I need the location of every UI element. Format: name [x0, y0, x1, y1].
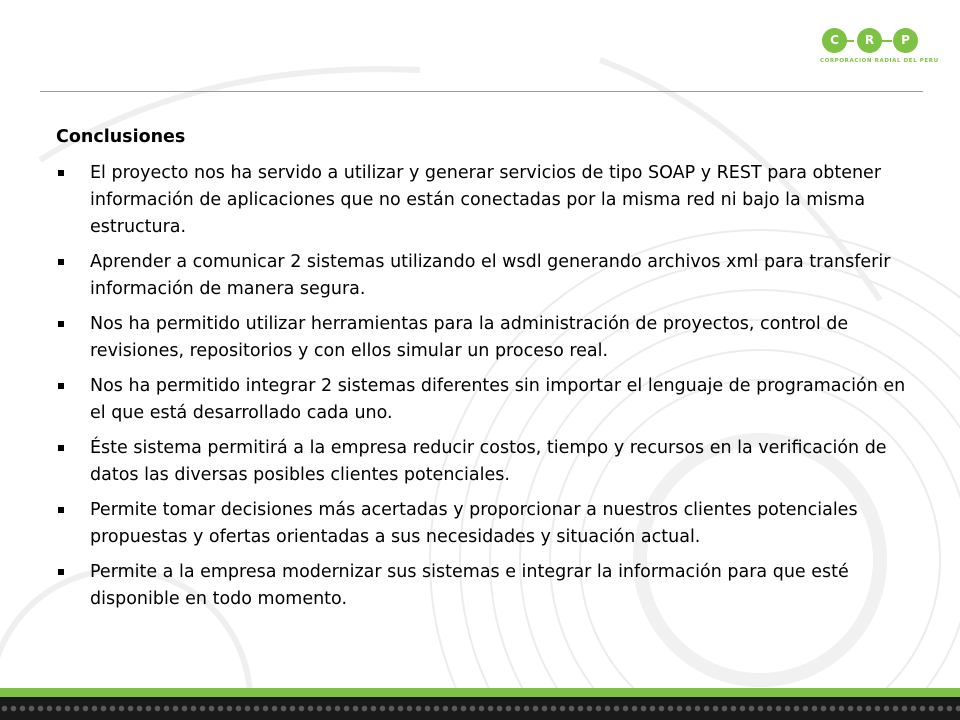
- list-item-text: Permite tomar decisiones más acertadas y proporcionar a nuestros clientes potenciales propuestas y ofertas orientadas a sus necesidades y situación actual.: [90, 500, 858, 547]
- crp-logo: [818, 28, 939, 72]
- bullet-square-icon: [58, 259, 64, 265]
- list-item: [56, 160, 926, 241]
- bullet-square-icon: [58, 445, 64, 451]
- bullet-square-icon: [58, 507, 64, 513]
- list-item-text: Éste sistema permitirá a la empresa reducir costos, tiempo y recursos en la verificación de datos las diversas posibles clientes potenciales.: [90, 438, 887, 485]
- header-divider: [40, 91, 923, 92]
- logo-letter-p: P: [893, 28, 918, 53]
- logo-letter-c: C: [822, 28, 847, 53]
- slide-heading: Conclusiones: [56, 127, 186, 147]
- slide-content: [56, 126, 952, 621]
- bullet-square-icon: [58, 569, 64, 575]
- bullet-square-icon: [58, 321, 64, 327]
- list-item-text: Permite a la empresa modernizar sus sistemas e integrar la información para que esté disponible en todo momento.: [90, 562, 849, 609]
- list-item: [56, 249, 952, 303]
- list-item: [56, 435, 926, 489]
- list-item: [56, 497, 926, 551]
- bullet-square-icon: [58, 383, 64, 389]
- footer-green-bar: [0, 688, 960, 697]
- list-item-text: Aprender a comunicar 2 sistemas utilizando el wsdl generando archivos xml para transferir información de manera segura.: [90, 252, 952, 299]
- conclusions-list: [56, 160, 952, 613]
- logo-letter-r: R: [857, 28, 882, 53]
- logo-subtitle: CORPORACION RADIAL DEL PERU: [820, 58, 939, 64]
- list-item-text: El proyecto nos ha servido a utilizar y generar servicios de tipo SOAP y REST para obtener información de aplicaciones que no están conectadas por la misma red ni bajo la misma estructura.: [90, 163, 882, 237]
- list-item: [56, 373, 926, 427]
- footer-dot-strip: [0, 697, 960, 720]
- list-item: [56, 311, 926, 365]
- list-item-text: Nos ha permitido utilizar herramientas para la administración de proyectos, control de revisiones, repositorios y con ellos simular un proceso real.: [90, 314, 849, 361]
- list-item-text: Nos ha permitido integrar 2 sistemas diferentes sin importar el lenguaje de programación en el que está desarrollado cada uno.: [90, 376, 906, 423]
- bullet-square-icon: [58, 170, 64, 176]
- list-item: [56, 559, 926, 613]
